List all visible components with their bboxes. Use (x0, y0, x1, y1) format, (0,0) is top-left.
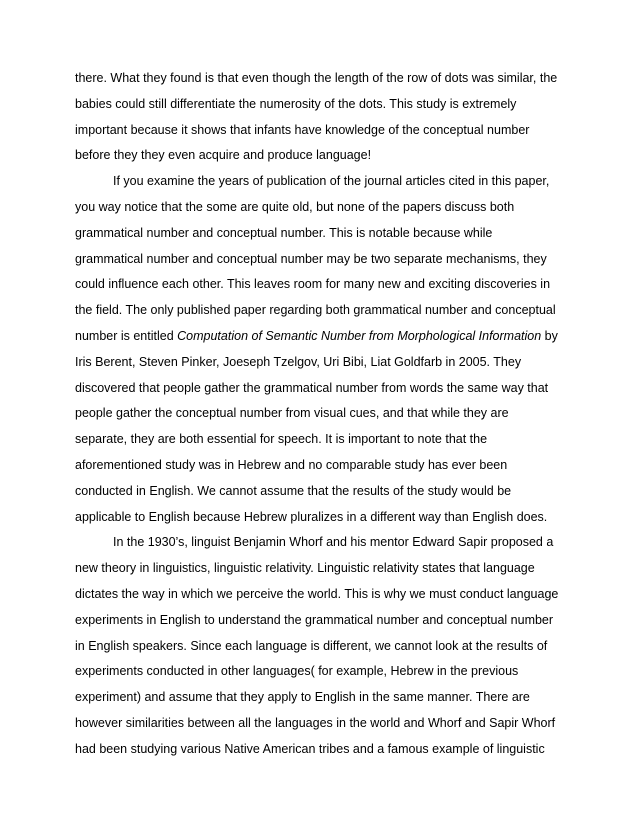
text-segment: the field. The only published paper regarding both grammatical number and conceptual (75, 303, 556, 318)
text-segment: experiments conducted in other languages( for example, Hebrew in the previous (75, 664, 519, 679)
text-segment: by (541, 328, 558, 343)
text-segment: dictates the way in which we perceive the world. This is why we must conduct language (75, 586, 559, 601)
text-segment: however similarities between all the languages in the world and Whorf and Sapir Whorf (75, 715, 556, 730)
text-line (75, 737, 570, 763)
italic-title: Computation of Semantic Number from Morphological Information (177, 328, 542, 343)
text-segment: before they they even acquire and produce language! (75, 148, 372, 163)
text-segment: people gather the conceptual number from visual cues, and that while they are (75, 406, 509, 421)
text-segment: If you examine the years of publication of the journal articles cited in this paper, (113, 174, 550, 189)
text-line (75, 634, 570, 660)
text-line (75, 247, 570, 273)
text-line (75, 376, 570, 402)
text-segment: new theory in linguistics, linguistic relativity. Linguistic relativity states that language (75, 561, 535, 576)
text-line (75, 298, 570, 324)
text-segment: grammatical number and conceptual number. This is notable because while (75, 225, 493, 240)
text-line (75, 659, 570, 685)
text-segment: discovered that people gather the grammatical number from words the same way that (75, 380, 549, 395)
text-line (75, 66, 570, 92)
text-segment: had been studying various Native American tribes and a famous example of linguistic (75, 741, 545, 756)
text-line (75, 221, 570, 247)
text-segment: In the 1930’s, linguist Benjamin Whorf and his mentor Edward Sapir proposed a (113, 535, 554, 550)
text-line (75, 401, 570, 427)
text-segment: there. What they found is that even though the length of the row of dots was similar, the (75, 71, 558, 85)
text-segment: Iris Berent, Steven Pinker, Joeseph Tzelgov, Uri Bibi, Liat Goldfarb in 2005. They (75, 354, 522, 369)
text-segment: conducted in English. We cannot assume that the results of the study would be (75, 483, 512, 498)
text-line (75, 685, 570, 711)
text-segment: you way notice that the some are quite old, but none of the papers discuss both (75, 199, 515, 214)
text-line (75, 195, 570, 221)
text-line (75, 427, 570, 453)
text-line (75, 350, 570, 376)
text-line (75, 505, 570, 531)
text-segment: in English speakers. Since each language is different, we cannot look at the results of (75, 638, 548, 653)
text-line (75, 118, 570, 144)
text-line (75, 92, 570, 118)
text-line (75, 582, 570, 608)
text-segment: experiment) and assume that they apply to English in the same manner. There are (75, 690, 530, 705)
text-segment: separate, they are both essential for speech. It is important to note that the (75, 432, 488, 447)
text-segment: babies could still differentiate the numerosity of the dots. This study is extremely (75, 96, 517, 111)
text-line (75, 453, 570, 479)
body-text (75, 66, 570, 763)
text-line (75, 143, 570, 169)
paragraph (75, 66, 570, 169)
text-line (75, 530, 570, 556)
text-line (75, 169, 570, 195)
text-line (75, 556, 570, 582)
text-line (75, 479, 570, 505)
text-segment: number is entitled (75, 328, 178, 343)
text-segment: grammatical number and conceptual number may be two separate mechanisms, they (75, 251, 547, 266)
text-segment: experiments in English to understand the grammatical number and conceptual number (75, 612, 554, 627)
text-segment: aforementioned study was in Hebrew and no comparable study has ever been (75, 457, 508, 472)
paragraph (75, 169, 570, 530)
text-segment: important because it shows that infants have knowledge of the conceptual number (75, 122, 530, 137)
paragraph (75, 530, 570, 762)
text-segment: applicable to English because Hebrew pluralizes in a different way than English does. (75, 509, 548, 524)
text-line (75, 608, 570, 634)
text-line (75, 272, 570, 298)
text-segment: could influence each other. This leaves room for many new and exciting discoveries in (75, 277, 551, 292)
text-line (75, 324, 570, 350)
text-line (75, 711, 570, 737)
